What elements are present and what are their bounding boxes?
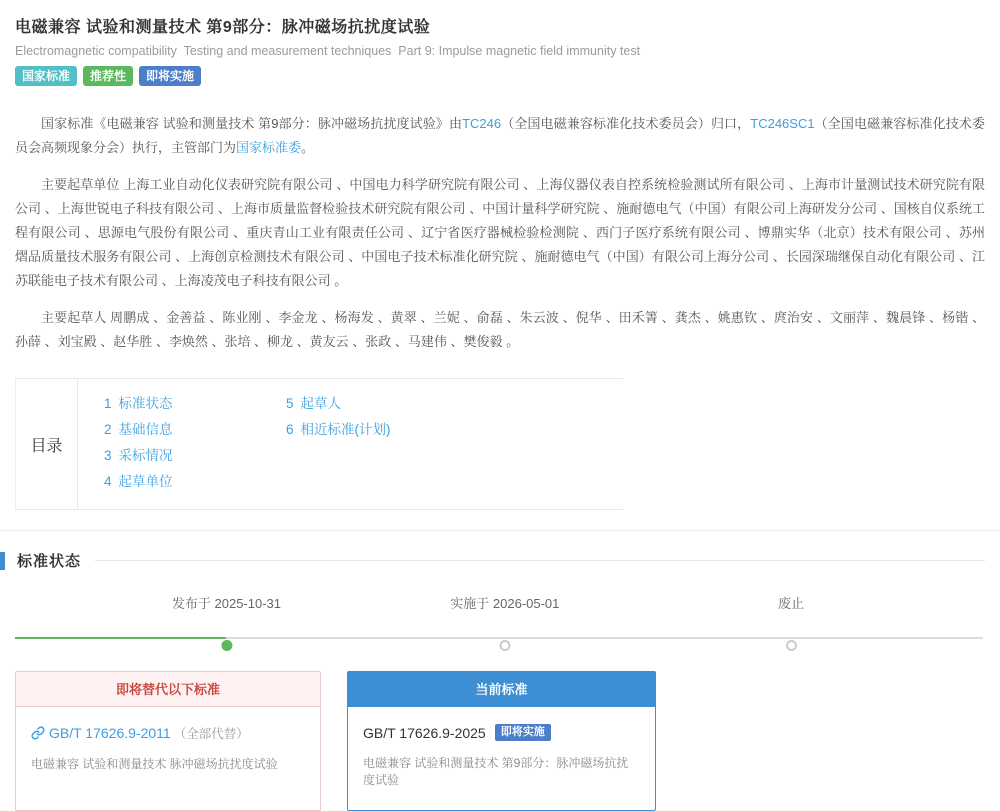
current-standard-card (347, 671, 656, 811)
timeline-dot-published (221, 640, 232, 651)
badge-recommended: 推荐性 (83, 66, 133, 86)
toc-item-drafters[interactable] (286, 391, 623, 417)
current-standard-status-badge: 即将实施 (495, 724, 551, 741)
timeline-stop-implemented (450, 593, 559, 651)
timeline-label-abolished: 废止 (777, 596, 805, 611)
tc246sc1-link[interactable]: TC246SC1 (750, 116, 815, 131)
replaced-standard-title: 电磁兼容 试验和测量技术 脉冲磁场抗扰度试验 (31, 757, 278, 771)
page-title: 电磁兼容 试验和测量技术 第9部分：脉冲磁场抗扰度试验 (15, 19, 431, 36)
timeline-dot-implemented (499, 640, 510, 651)
toc-item-number: 2 (104, 422, 112, 437)
standards-committee-link[interactable]: 国家标准委 (236, 140, 302, 155)
status-section-header (15, 550, 985, 571)
section-accent-bar (0, 552, 5, 570)
toc-item-label: 标准状态 (118, 396, 173, 411)
replaced-standard-link[interactable]: GB/T 17626.9-2011 (49, 725, 171, 741)
drafting-units-paragraph: 主要起草单位 上海工业自动化仪表研究院有限公司 、中国电力科学研究院有限公司 、上海仪器仪表自控系统检验测试所有限公司 、上海市计量测试技术研究院有限公司 、上海世锐电子科技有限公司 、上海市质量监督检验技术研究院有限公司 、中国计量科学研究院 、施耐德电气（中国）有限公司上海研发分公司 、国核自仪系统工程有限公司 、思源电气股份有限公司 、重庆青山工业有限责任公司 、辽宁省医疗器械检验检测院 、西门子医疗系统有限公司 、博鼎实华（北京）技术有限公司 、苏州熠品质量技术服务有限公司 、上海创京检测技术有限公司 、中国电子技术标准化研究院 、施耐德电气（中国）有限公司上海分公司 、长园深瑞继保自动化有限公司 、江苏联能电子技术有限公司 、上海凌茂电子科技有限公司 。 (15, 177, 985, 288)
toc-item-adoption[interactable] (104, 443, 286, 469)
toc-list (78, 379, 623, 509)
section-divider (0, 530, 1000, 531)
toc-item-status[interactable] (104, 391, 286, 417)
toc-label: 目录 (16, 379, 78, 509)
timeline-stop-abolished (778, 593, 804, 651)
replaced-standard-note: （全部代替） (173, 727, 249, 741)
toc-item-label: 相近标准(计划) (300, 422, 391, 437)
toc-item-label: 起草人 (300, 396, 342, 411)
current-standard-title: 电磁兼容 试验和测量技术 第9部分：脉冲磁场抗扰度试验 (363, 756, 629, 787)
current-standard-code: GB/T 17626.9-2025 (363, 724, 486, 741)
toc-item-number: 1 (104, 396, 112, 411)
status-timeline (15, 593, 985, 655)
replaced-card-header: 即将替代以下标准 (16, 672, 320, 707)
timeline-stop-published (172, 593, 281, 651)
toc-item-number: 6 (286, 422, 294, 437)
toc-item-number: 4 (104, 474, 112, 489)
intro-section (15, 112, 985, 354)
link-icon (31, 726, 45, 740)
intro-text-3: （全国电磁兼容标准化技术委员会高频现象分会）执行，主管部门为 (15, 116, 985, 155)
timeline-dot-abolished (785, 640, 796, 651)
replaced-standard-card (15, 671, 321, 811)
section-header-rule (95, 560, 985, 561)
badge-national-standard: 国家标准 (15, 66, 77, 86)
current-code-row (363, 724, 640, 741)
timeline-label-published: 发布于 2025-10-31 (171, 596, 282, 611)
intro-text-1: 国家标准《电磁兼容 试验和测量技术 第9部分：脉冲磁场抗扰度试验》由 (41, 116, 463, 131)
current-card-header: 当前标准 (348, 672, 655, 707)
intro-paragraph (15, 112, 985, 160)
toc-item-label: 基础信息 (118, 422, 173, 437)
toc-item-drafting-units[interactable] (104, 469, 286, 495)
intro-text-2: （全国电磁兼容标准化技术委员会）归口， (501, 116, 751, 131)
toc-item-number: 5 (286, 396, 294, 411)
replaced-card-body (16, 707, 320, 794)
badge-upcoming-implementation: 即将实施 (139, 66, 201, 86)
replaced-code-row (31, 724, 305, 742)
toc-item-label: 采标情况 (118, 448, 173, 463)
timeline-label-implemented: 实施于 2026-05-01 (450, 596, 560, 611)
current-card-body (348, 707, 655, 810)
page-subtitle-english: Electromagnetic compatibility Testing and measurement techniques Part 9: Impulse magnetic field immunity test (15, 44, 641, 58)
toc-item-number: 3 (104, 448, 112, 463)
status-section-title: 标准状态 (17, 553, 82, 570)
table-of-contents (15, 378, 623, 510)
tc246-link[interactable]: TC246 (462, 116, 502, 131)
badge-row (15, 66, 985, 86)
standard-cards (15, 671, 985, 811)
toc-item-basic-info[interactable] (104, 417, 286, 443)
toc-item-similar-standards[interactable] (286, 417, 623, 443)
toc-item-label: 起草单位 (118, 474, 173, 489)
drafters-paragraph: 主要起草人 周鹏成 、金善益 、陈业刚 、李金龙 、杨海发 、黄翠 、兰妮 、俞磊 、朱云波 、倪华 、田禾箐 、龚杰 、姚惠钦 、庹治安 、文丽萍 、魏晨锋 、杨锴 、孙薛 、刘宝殿 、赵华胜 、李焕然 、张培 、柳龙 、黄友云 、张政 、马建伟 、樊俊毅 。 (15, 310, 985, 349)
intro-text-4: 。 (301, 140, 315, 155)
